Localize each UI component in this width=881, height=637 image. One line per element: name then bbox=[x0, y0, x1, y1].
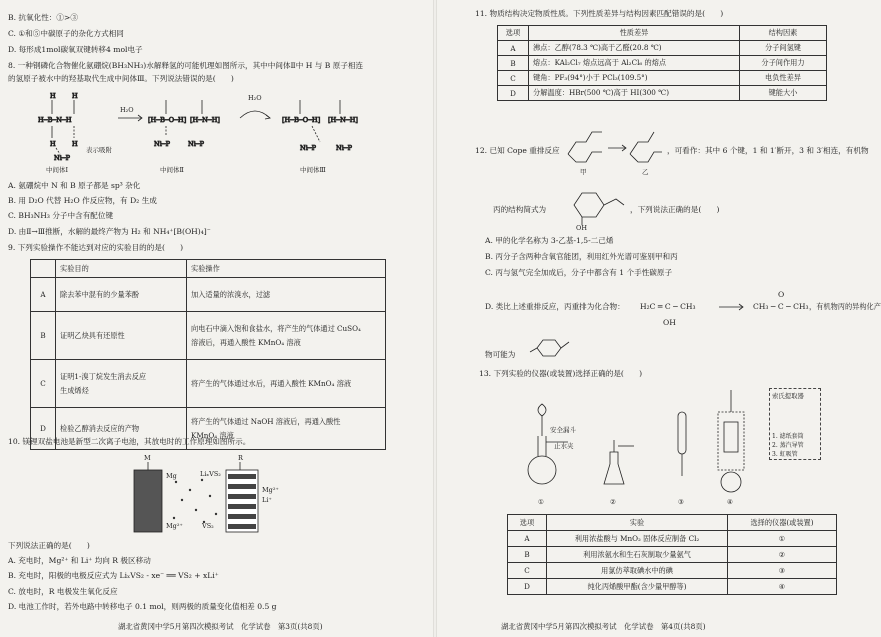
q12-oh-label: OH bbox=[576, 224, 587, 232]
svg-text:H: H bbox=[50, 140, 56, 148]
q11-header-option: 选项 bbox=[498, 26, 529, 41]
q13-row-b-opt: B bbox=[508, 547, 547, 563]
q9-row-d-opt: D bbox=[31, 408, 56, 450]
q11-row-c-prop: 键角：PF₃(94°)小于 PCl₃(109.5°) bbox=[529, 71, 740, 86]
q13-header-option: 选项 bbox=[508, 515, 547, 531]
q9-row-d-op-line2: KMnO₄ 溶液 bbox=[191, 430, 234, 440]
q13-row-d bbox=[508, 579, 837, 595]
q11-header-factor: 结构因素 bbox=[740, 26, 827, 41]
q9-row-b-opt: B bbox=[31, 312, 56, 360]
svg-text:Ni─P: Ni─P bbox=[188, 140, 205, 148]
q9-row-c-purpose bbox=[56, 360, 187, 408]
q13-row-d-opt: D bbox=[508, 579, 547, 595]
q9-row-b-op-line2: 溶液后，再通入酸性 KMnO₄ 溶液 bbox=[191, 337, 301, 347]
q9-row-d-op-line1: 将产生的气体通过 NaOH 溶液后，再通入酸性 bbox=[191, 416, 341, 426]
q9-header-blank bbox=[31, 260, 56, 278]
q10-option-d: D. 电池工作时，若外电路中转移电子 0.1 mol，则两极的质量变化值相差 0.5 g bbox=[8, 602, 277, 611]
q12-eq-right: CH₃ ─ C ─ CH₃ bbox=[753, 302, 809, 311]
q13-row-b-exp: 利用浓氨水和生石灰制取少量氨气 bbox=[547, 547, 728, 563]
q9-row-c bbox=[31, 360, 386, 408]
q12-option-d-last: 物可能为 bbox=[485, 350, 516, 359]
q10-prompt: 下列说法正确的是( ) bbox=[8, 541, 90, 550]
svg-text:Ni─P: Ni─P bbox=[336, 144, 353, 152]
svg-text:[H─B─O─H]: [H─B─O─H] bbox=[148, 116, 187, 124]
q9-row-a-operation: 加入适量的浓溴水，过滤 bbox=[187, 278, 386, 312]
q8-reagent-2: H₂O bbox=[248, 94, 262, 102]
q9-row-c-pur-line1: 证明1-溴丁烷发生消去反应 bbox=[60, 371, 147, 381]
q9-row-a-opt: A bbox=[31, 278, 56, 312]
q11-row-d-factor: 键能大小 bbox=[740, 86, 827, 101]
q12-label-yi: 乙 bbox=[642, 168, 649, 176]
q13-num-1: ① bbox=[538, 498, 544, 506]
q10-electrode-r: R bbox=[238, 454, 243, 462]
q11-row-b-opt: B bbox=[498, 56, 529, 71]
q12-intro-tail: ，可看作：其中 6 个键，1 和 1′断开，3 和 3′相连，有机物 bbox=[667, 146, 869, 155]
q13-num-3: ③ bbox=[678, 498, 684, 506]
q10-label-vs: VS₂ bbox=[202, 522, 214, 530]
svg-text:[H─N─H]: [H─N─H] bbox=[190, 116, 220, 124]
q13-row-c bbox=[508, 563, 837, 579]
q12-bing-structure bbox=[560, 185, 630, 231]
q11-row-a-opt: A bbox=[498, 41, 529, 56]
q9-stem: 9. 下列实验操作不能达到对应的实验目的的是( ) bbox=[8, 243, 184, 252]
q13-table bbox=[507, 514, 837, 595]
q7-option-d: D. 每形成1mol碳氧双键转移4 mol电子 bbox=[8, 45, 143, 54]
q10-legend-li: Li⁺ bbox=[262, 496, 272, 504]
page-3 bbox=[0, 0, 435, 637]
q7-option-b: B. 抗氧化性：①>③ bbox=[8, 13, 78, 22]
q13-row-a-exp: 利用浓盐酸与 MnO₂ 固体反应制备 Cl₂ bbox=[547, 531, 728, 547]
q8-option-c: C. BH₃NH₃ 分子中含有配位键 bbox=[8, 211, 114, 220]
page-3-footer: 湖北省黄冈中学5月第四次模拟考试 化学试卷 第3页(共8页) bbox=[118, 622, 323, 631]
q11-header-property: 性质差异 bbox=[529, 26, 740, 41]
q10-label-mg: Mg bbox=[166, 472, 177, 480]
q13-stem: 13. 下列实验的仪器(或装置)选择正确的是( ) bbox=[479, 369, 643, 378]
q13-box-item1: 1. 滤纸套筒 bbox=[772, 433, 804, 440]
q11-row-c-opt: C bbox=[498, 71, 529, 86]
q12-label-jia: 甲 bbox=[580, 168, 587, 176]
q13-label-safety-funnel: 安全漏斗 bbox=[550, 426, 576, 434]
svg-text:H─B─N─H: H─B─N─H bbox=[38, 116, 72, 124]
q7-option-c: C. ①和⑤中碳原子的杂化方式相同 bbox=[8, 29, 124, 38]
page-4 bbox=[435, 0, 881, 637]
q13-header-instrument: 选择的仪器(或装置) bbox=[728, 515, 837, 531]
q8-stem-line2: 的氢原子被水中的羟基取代生成中间体Ⅲ。下列说法错误的是( ) bbox=[8, 74, 234, 83]
q10-option-b: B. 充电时，阳极的电极反应式为 LiₓVS₂ - xe⁻ ══ VS₂ + xLi⁺ bbox=[8, 571, 219, 580]
q12-eq-left: H₂C ═ C ─ CH₃ bbox=[640, 302, 696, 311]
q10-electrode-m: M bbox=[144, 454, 151, 462]
q11-row-b-prop: 熔点：KAl₂Cl₇ 熔点远高于 Al₂Cl₆ 的熔点 bbox=[529, 56, 740, 71]
q12-eq-arrow bbox=[717, 302, 747, 312]
q12-option-d-tail: ，有机物丙的异构化产 bbox=[809, 302, 881, 311]
q9-row-b-op-line1: 向电石中滴入饱和食盐水，将产生的气体通过 CuSO₄ bbox=[191, 323, 361, 333]
q8-label-int2: 中间体Ⅱ bbox=[160, 166, 184, 174]
q13-row-d-inst: ④ bbox=[728, 579, 837, 595]
q13-row-a-inst: ① bbox=[728, 531, 837, 547]
q9-row-c-opt: C bbox=[31, 360, 56, 408]
q10-option-c: C. 放电时，R 电极发生氧化反应 bbox=[8, 587, 118, 596]
q8-option-d: D. 由Ⅱ→Ⅲ推断，水解的最终产物为 H₂ 和 NH₄⁺[B(OH)₄]⁻ bbox=[8, 227, 211, 236]
q11-row-c-factor: 电负性差异 bbox=[740, 71, 827, 86]
q9-row-c-operation: 将产生的气体通过水后，再通入酸性 KMnO₄ 溶液 bbox=[187, 360, 386, 408]
page-4-footer: 湖北省黄冈中学5月第四次模拟考试 化学试卷 第4页(共8页) bbox=[501, 622, 706, 631]
q13-box-item2: 2. 蒸汽导管 bbox=[772, 442, 804, 449]
q11-row-d-prop: 分解温度：HBr(500 ℃)高于 HI(300 ℃) bbox=[529, 86, 740, 101]
q13-row-c-opt: C bbox=[508, 563, 547, 579]
q8-option-a: A. 氨硼烷中 N 和 B 原子都是 sp³ 杂化 bbox=[8, 181, 141, 190]
q13-num-2: ② bbox=[610, 498, 616, 506]
q9-row-b-operation bbox=[187, 312, 386, 360]
svg-text:H: H bbox=[72, 140, 78, 148]
q9-header-purpose: 实验目的 bbox=[56, 260, 187, 278]
q10-stem: 10. 镁锂双盐电池是新型二次离子电池，其放电时的工作原理如图所示。 bbox=[8, 437, 251, 446]
q12-option-b: B. 丙分子含两种含氧官能团，利用红外光谱可鉴别甲和丙 bbox=[485, 252, 678, 261]
q11-row-d-opt: D bbox=[498, 86, 529, 101]
q12-line2-tail: ，下列说法正确的是( ) bbox=[630, 205, 720, 214]
q8-adsorb-note: 表示吸附 bbox=[86, 146, 112, 154]
q13-soxhlet-box bbox=[769, 388, 821, 460]
svg-text:Ni─P: Ni─P bbox=[54, 154, 71, 162]
q13-row-c-inst: ③ bbox=[728, 563, 837, 579]
q9-row-a-purpose: 除去苯中混有的少量苯酚 bbox=[56, 278, 187, 312]
q10-legend-mg: Mg²⁺ bbox=[262, 486, 279, 494]
q8-label-int1: 中间体Ⅰ bbox=[46, 166, 69, 174]
q13-num-4: ④ bbox=[727, 498, 733, 506]
q10-label-lvs: LiₓVS₂ bbox=[200, 470, 221, 478]
q13-row-a-opt: A bbox=[508, 531, 547, 547]
q12-eq-oh: OH bbox=[663, 318, 676, 327]
q13-apparatus-figure bbox=[520, 386, 760, 508]
q12-line2: 丙的结构简式为 bbox=[493, 205, 547, 214]
q8-reagent-1: H₂O bbox=[120, 106, 134, 114]
q13-row-b bbox=[508, 547, 837, 563]
q8-stem-line1: 8. 一种钢磷化合物催化氨硼烷(BH₃NH₃)水解释氢的可能机理如图所示，其中中间体Ⅱ中 H 与 B 原子相连 bbox=[8, 61, 364, 70]
q12-isomer-structure bbox=[527, 334, 575, 360]
q10-battery-figure bbox=[130, 452, 280, 534]
q13-row-b-inst: ② bbox=[728, 547, 837, 563]
q13-box-item3: 3. 虹吸管 bbox=[772, 451, 798, 458]
q10-label-mg2: Mg²⁺ bbox=[166, 522, 183, 530]
q9-header-operation: 实验操作 bbox=[187, 260, 386, 278]
svg-text:Ni─P: Ni─P bbox=[300, 144, 317, 152]
q13-row-c-exp: 用氯仿萃取碘水中的碘 bbox=[547, 563, 728, 579]
q8-label-int3: 中间体Ⅲ bbox=[300, 166, 326, 174]
svg-text:H: H bbox=[50, 92, 56, 100]
q11-row-a-factor: 分子间氢键 bbox=[740, 41, 827, 56]
q9-row-d-purpose: 检验乙醇消去反应的产物 bbox=[56, 408, 187, 450]
q12-eq-o: O bbox=[778, 290, 785, 299]
q11-row-c bbox=[498, 71, 827, 86]
q11-stem: 11. 物质结构决定物质性质。下列性质差异与结构因素匹配错误的是( ) bbox=[475, 9, 724, 18]
q8-option-b: B. 用 D₂O 代替 H₂O 作反应物，有 D₂ 生成 bbox=[8, 196, 157, 205]
q11-table bbox=[497, 25, 827, 101]
q12-option-d: D. 类比上述重排反应，丙重排为化合物： bbox=[485, 302, 625, 311]
q13-header-experiment: 实验 bbox=[547, 515, 728, 531]
q13-row-d-exp: 纯化丙烯酸甲酯(含少量甲醇等) bbox=[547, 579, 728, 595]
q13-row-a bbox=[508, 531, 837, 547]
q12-option-c: C. 丙与氢气完全加成后，分子中都含有 1 个手性碳原子 bbox=[485, 268, 673, 277]
q11-row-d bbox=[498, 86, 827, 101]
q11-row-a-prop: 沸点：乙醇(78.3 ℃)高于乙醛(20.8 ℃) bbox=[529, 41, 740, 56]
svg-text:[H─B─O─H]: [H─B─O─H] bbox=[282, 116, 321, 124]
q12-option-a: A. 甲的化学名称为 3-乙基-1,5-二己烯 bbox=[485, 236, 614, 245]
q13-box-title: 索氏提取器 bbox=[772, 392, 804, 400]
q12-intro: 12. 已知 Cope 重排反应 bbox=[475, 146, 560, 155]
q9-table bbox=[30, 259, 386, 450]
q9-row-c-pur-line2: 生成烯烃 bbox=[60, 385, 89, 395]
q12-cope-figure bbox=[560, 118, 665, 178]
q9-row-b bbox=[31, 312, 386, 360]
q11-row-b-factor: 分子间作用力 bbox=[740, 56, 827, 71]
svg-text:[H─N─H]: [H─N─H] bbox=[328, 116, 358, 124]
q11-row-a bbox=[498, 41, 827, 56]
q10-option-a: A. 充电时，Mg²⁺ 和 Li⁺ 均向 R 极区移动 bbox=[8, 556, 151, 565]
q9-row-b-purpose: 证明乙炔具有还原性 bbox=[56, 312, 187, 360]
q9-row-a bbox=[31, 278, 386, 312]
q13-label-clamp: 止水夹 bbox=[554, 442, 574, 450]
q8-mechanism-figure bbox=[30, 88, 390, 174]
q11-row-b bbox=[498, 56, 827, 71]
svg-text:H: H bbox=[72, 92, 78, 100]
svg-text:Ni─P: Ni─P bbox=[154, 140, 171, 148]
